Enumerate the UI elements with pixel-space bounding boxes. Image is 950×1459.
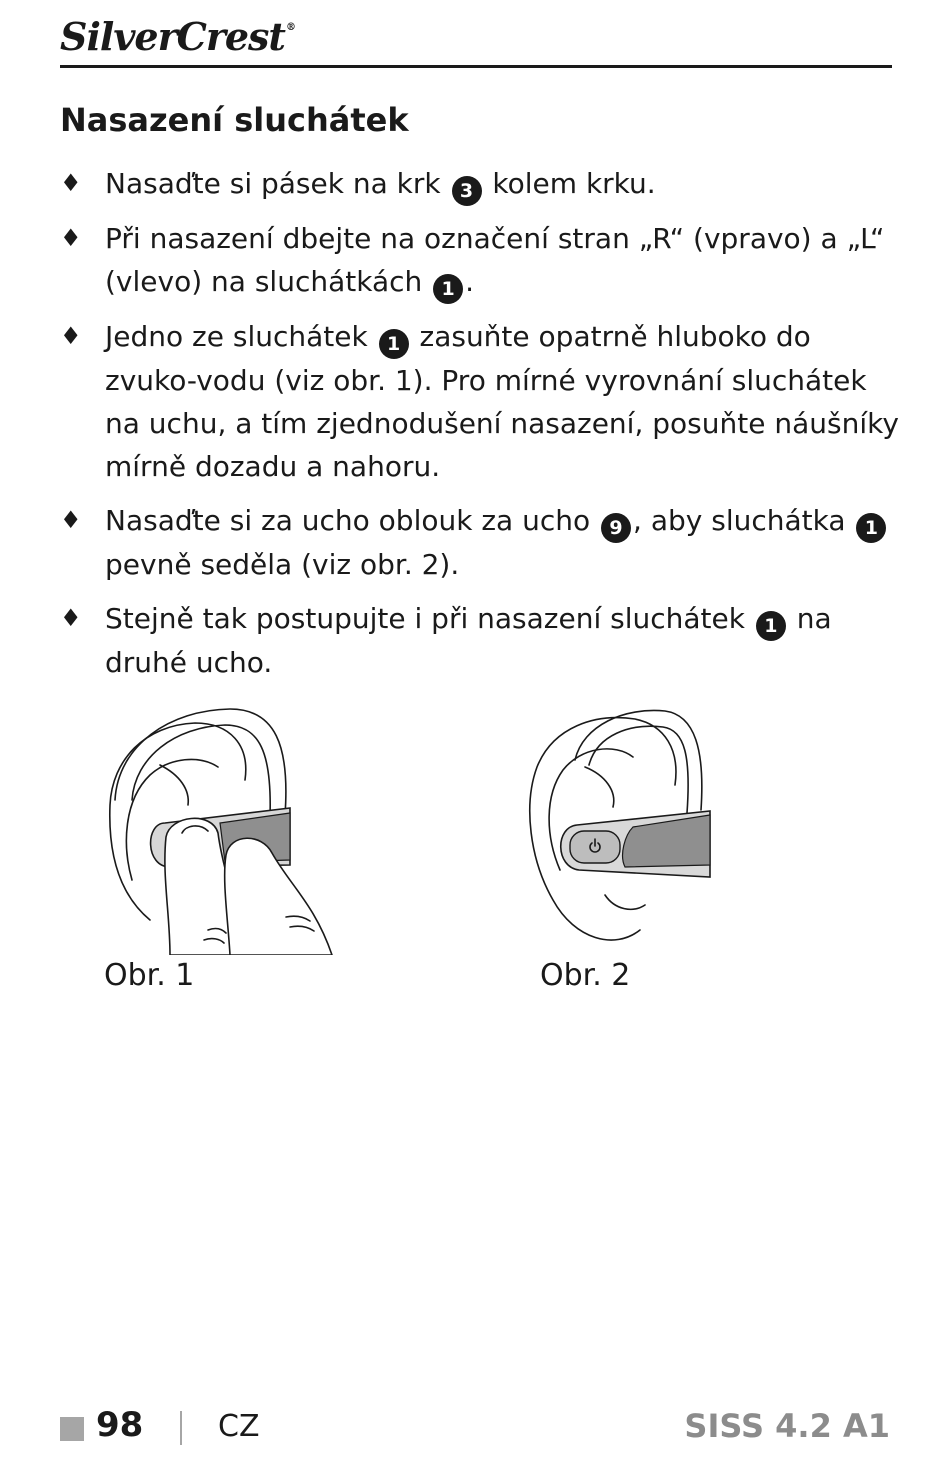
earpiece-button (570, 831, 620, 863)
ref-badge: 1 (433, 274, 463, 304)
list-item: ♦ Nasaďte si pásek na krk 3 kolem krku. (60, 162, 900, 206)
figure-2-illustration (515, 705, 715, 955)
ref-badge: 9 (601, 513, 631, 543)
bullet-diamond-icon: ♦ (60, 224, 82, 252)
figure-2-caption: Obr. 2 (540, 958, 631, 993)
bullet-diamond-icon: ♦ (60, 322, 82, 350)
figure-1-illustration (100, 705, 340, 955)
ref-badge: 1 (856, 513, 886, 543)
figure-1-caption: Obr. 1 (104, 958, 195, 993)
registered-mark: ® (285, 22, 295, 33)
ref-badge: 1 (379, 329, 409, 359)
brand-name: SilverCrest (60, 14, 285, 59)
section-title: Nasazení sluchátek (60, 101, 409, 139)
list-item: ♦ Jedno ze sluchátek 1 zasuňte opatrně hluboko do zvuko-vodu (viz obr. 1). Pro mírné vyrovnání sluchátek na uchu, a tím zjednodušení nasazení, posuňte náušníky mírně dozadu a nahoru. (60, 315, 900, 488)
footer-separator (180, 1411, 182, 1445)
bullet-diamond-icon: ♦ (60, 506, 82, 534)
language-code: CZ (218, 1409, 260, 1444)
ref-badge: 3 (452, 176, 482, 206)
ref-badge: 1 (756, 611, 786, 641)
page-footer (60, 1405, 890, 1450)
instruction-list (60, 162, 900, 695)
list-item: ♦ Stejně tak postupujte i při nasazení sluchátek 1 na druhé ucho. (60, 597, 900, 684)
bullet-diamond-icon: ♦ (60, 169, 82, 197)
model-number: SISS 4.2 A1 (684, 1407, 890, 1445)
footer-square-icon (60, 1417, 84, 1441)
header-rule (60, 65, 892, 68)
bullet-diamond-icon: ♦ (60, 604, 82, 632)
page-number: 98 (96, 1405, 144, 1445)
list-item: ♦ Nasaďte si za ucho oblouk za ucho 9 , aby sluchátka 1 pevně seděla (viz obr. 2). (60, 499, 900, 586)
list-item: ♦ Při nasazení dbejte na označení stran „R“ (vpravo) a „L“ (vlevo) na sluchátkách 1 . (60, 217, 900, 304)
brand-logo (60, 14, 295, 59)
